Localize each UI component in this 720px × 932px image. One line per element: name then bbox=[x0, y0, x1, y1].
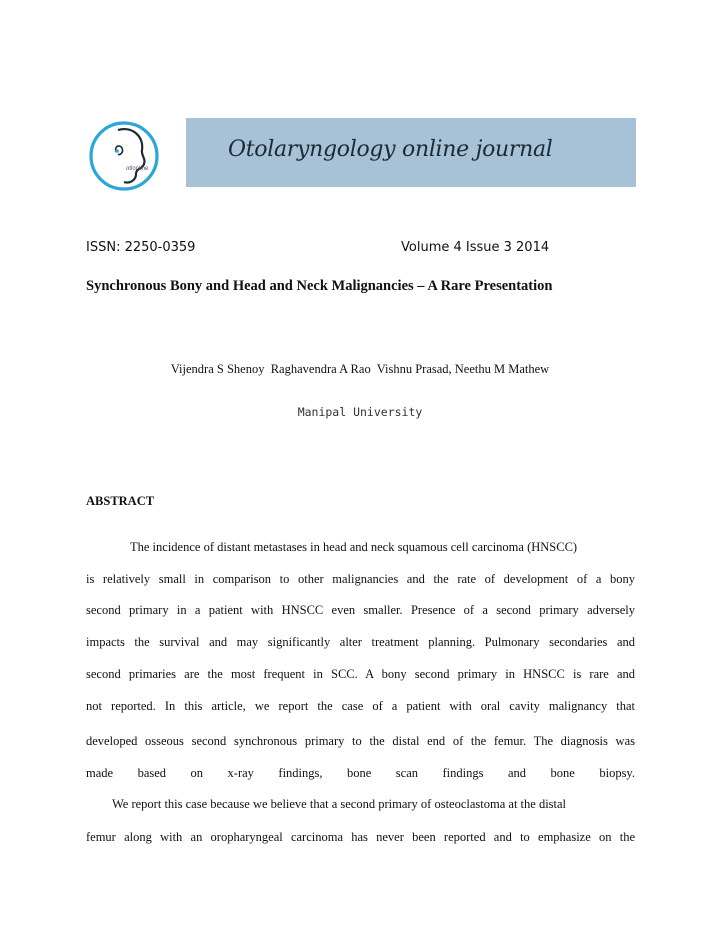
journal-banner bbox=[186, 118, 636, 187]
logo-caption: otlonline bbox=[126, 166, 149, 172]
abstract-line: second primary in a patient with HNSCC even smaller. Presence of a second primary adversely bbox=[86, 603, 635, 617]
volume-issue: Volume 4 Issue 3 2014 bbox=[401, 240, 550, 255]
article-authors: Vijendra S Shenoy Raghavendra A Rao Vishnu Prasad, Neethu M Mathew bbox=[170, 362, 550, 376]
abstract-line: is relatively small in comparison to other malignancies and the rate of development of a bony bbox=[86, 572, 635, 586]
abstract-line: The incidence of distant metastases in head and neck squamous cell carcinoma (HNSCC) bbox=[130, 540, 578, 554]
abstract-line: developed osseous second synchronous primary to the distal end of the femur. The diagnosis was bbox=[86, 734, 635, 748]
abstract-line: femur along with an oropharyngeal carcinoma has never been reported and to emphasize on the bbox=[86, 830, 635, 844]
affiliation: Manipal University bbox=[297, 405, 423, 419]
abstract-line: We report this case because we believe that a second primary of osteoclastoma at the distal bbox=[112, 797, 567, 811]
journal-title: Otolaryngology online journal bbox=[228, 137, 553, 162]
abstract-line: second primaries are the most frequent in SCC. A bony second primary in HNSCC is rare and bbox=[86, 667, 635, 681]
issn: ISSN: 2250-0359 bbox=[86, 240, 196, 255]
article-title: Synchronous Bony and Head and Neck Malignancies – A Rare Presentation bbox=[86, 278, 553, 294]
journal-logo-icon bbox=[88, 118, 184, 196]
abstract-heading: ABSTRACT bbox=[86, 494, 155, 508]
abstract-line: not reported. In this article, we report the case of a patient with oral cavity malignancy that bbox=[86, 699, 635, 713]
abstract-line: made based on x-ray findings, bone scan findings and bone biopsy. bbox=[86, 766, 635, 780]
abstract-line: impacts the survival and may significantly alter treatment planning. Pulmonary secondaries and bbox=[86, 635, 635, 649]
